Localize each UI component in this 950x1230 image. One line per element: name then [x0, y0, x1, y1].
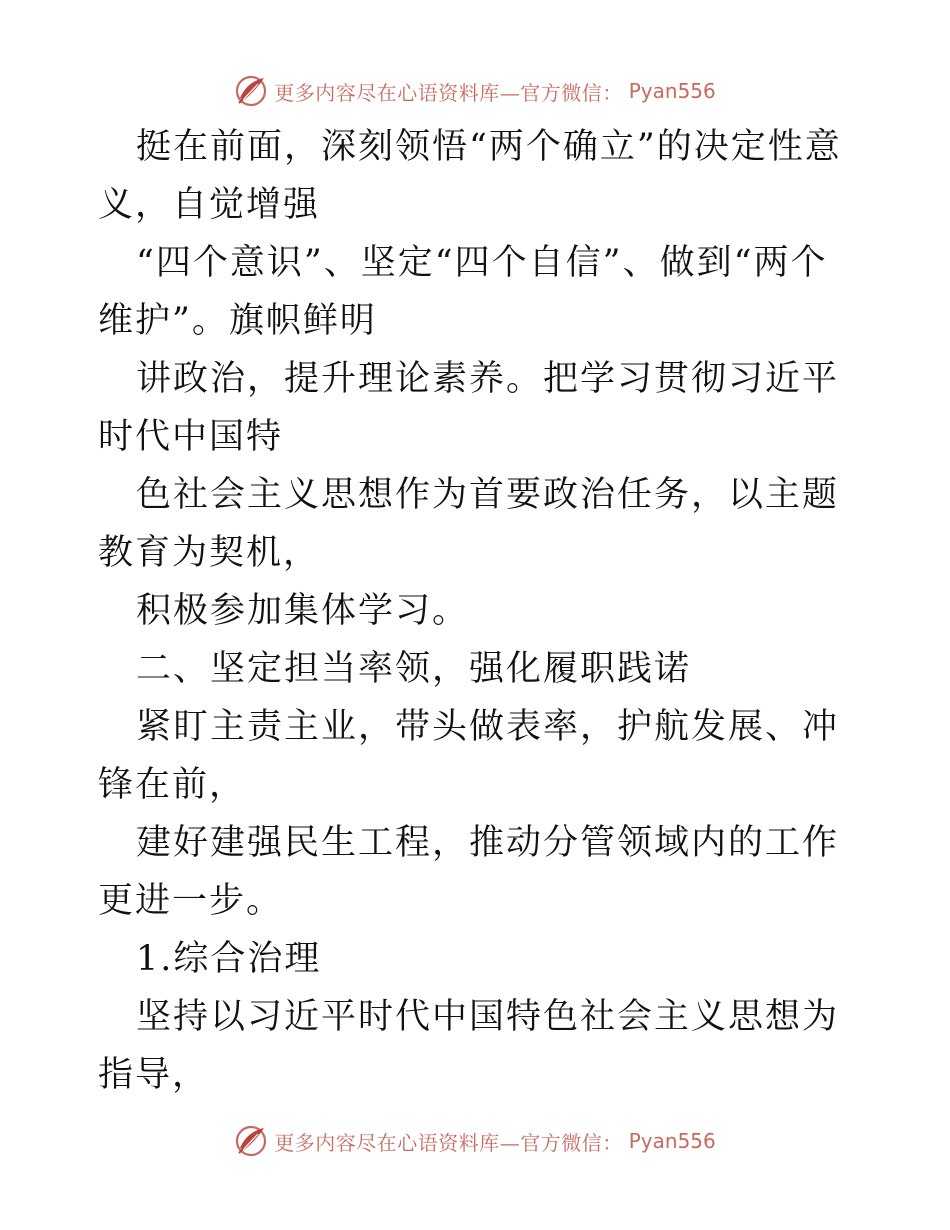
paragraph-4: 色社会主义思想作为首要政治任务，以主题教育为契机，: [98, 475, 840, 573]
watermark-wechat-id: Pyan556: [628, 79, 716, 103]
document-body: [98, 118, 858, 1104]
watermark-group: [234, 74, 716, 108]
header-watermark: [0, 71, 950, 111]
feather-pen-logo-icon: [234, 1124, 268, 1158]
watermark-text: 更多内容尽在心语资料库—官方微信：: [274, 1130, 623, 1155]
feather-pen-logo-icon: [234, 74, 268, 108]
watermark-group: [234, 1124, 716, 1158]
watermark-wechat-id: Pyan556: [628, 1129, 716, 1153]
paragraph-10: 坚持以习近平时代中国特色社会主义思想为指导，: [98, 997, 840, 1095]
paragraph-2: “四个意识”、坚定“四个自信”、做到“两个维护”。旗帜鲜明: [98, 243, 828, 341]
paragraph-7: 紧盯主责主业，带头做表率，护航发展、冲锋在前，: [98, 707, 840, 805]
paragraph-8: 建好建强民生工程，推动分管领域内的工作更进一步。: [98, 823, 840, 921]
section-heading: 二、坚定担当率领，强化履职践诺: [136, 649, 692, 689]
watermark-text: 更多内容尽在心语资料库—官方微信：: [274, 80, 623, 105]
subsection-heading: 1.综合治理: [136, 939, 322, 979]
paragraph-3: 讲政治，提升理论素养。把学习贯彻习近平时代中国特: [98, 359, 840, 457]
paragraph-5: 积极参加集体学习。: [136, 591, 470, 631]
paragraph-1: 挺在前面，深刻领悟“两个确立”的决定性意义，自觉增强: [98, 127, 842, 225]
footer-watermark: [0, 1121, 950, 1161]
